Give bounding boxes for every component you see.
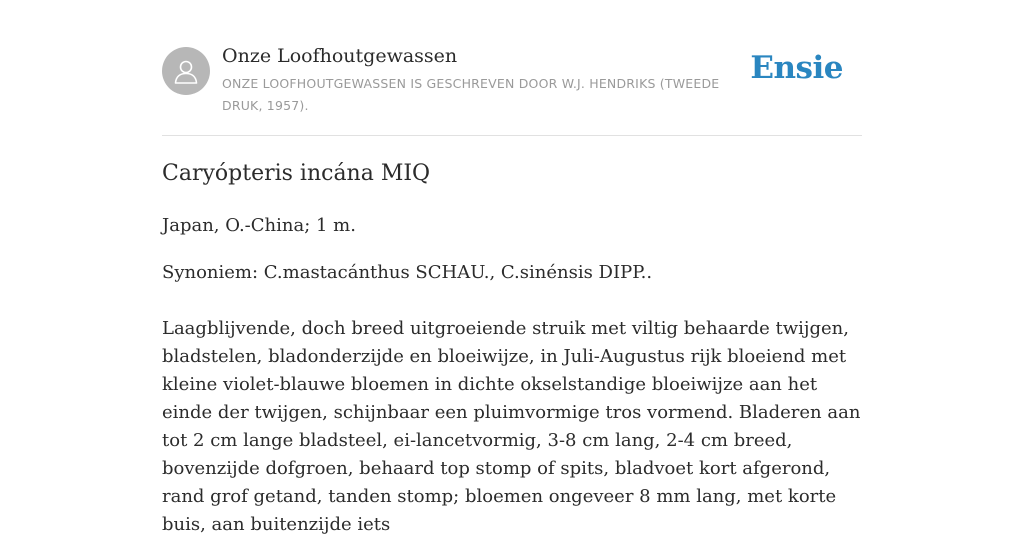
ensie-logo-link[interactable]: Ensie [750, 50, 843, 86]
source-header [162, 44, 862, 124]
article-content [162, 156, 864, 539]
source-subtitle: ONZE LOOFHOUTGEWASSEN IS GESCHREVEN DOOR W.J. HENDRIKS (TWEEDE DRUK, 1957). [222, 76, 720, 113]
user-silhouette-icon [172, 57, 200, 85]
article-synonyms: Synoniem: C.mastacánthus SCHAU., C.sinénsis DIPP.. [162, 262, 653, 283]
avatar [162, 47, 210, 95]
header-divider [162, 135, 862, 136]
article-origin: Japan, O.-China; 1 m. [162, 215, 356, 236]
article-description: Laagblijvende, doch breed uitgroeiende struik met viltig behaarde twijgen, bladstelen, bladonderzijde en bloeiwijze, in Juli-Augustus rijk bloeiend met kleine violet-blauwe bloemen in dichte okselstandige bloeiwijze aan het einde der twijgen, schijnbaar een pluimvormige tros vormend. Bladeren aan tot 2 cm lange bladsteel, ei-lancetvormig, 3-8 cm lang, 2-4 cm breed, bovenzijde dofgroen, behaard top stomp of spits, bladvoet kort afgerond, rand grof getand, tanden stomp; bloemen ongeveer 8 mm lang, met korte buis, aan buitenzijde iets [162, 318, 861, 535]
source-title[interactable]: Onze Loofhoutgewassen [222, 45, 458, 67]
article-title: Caryópteris incána MIQ [162, 161, 431, 186]
